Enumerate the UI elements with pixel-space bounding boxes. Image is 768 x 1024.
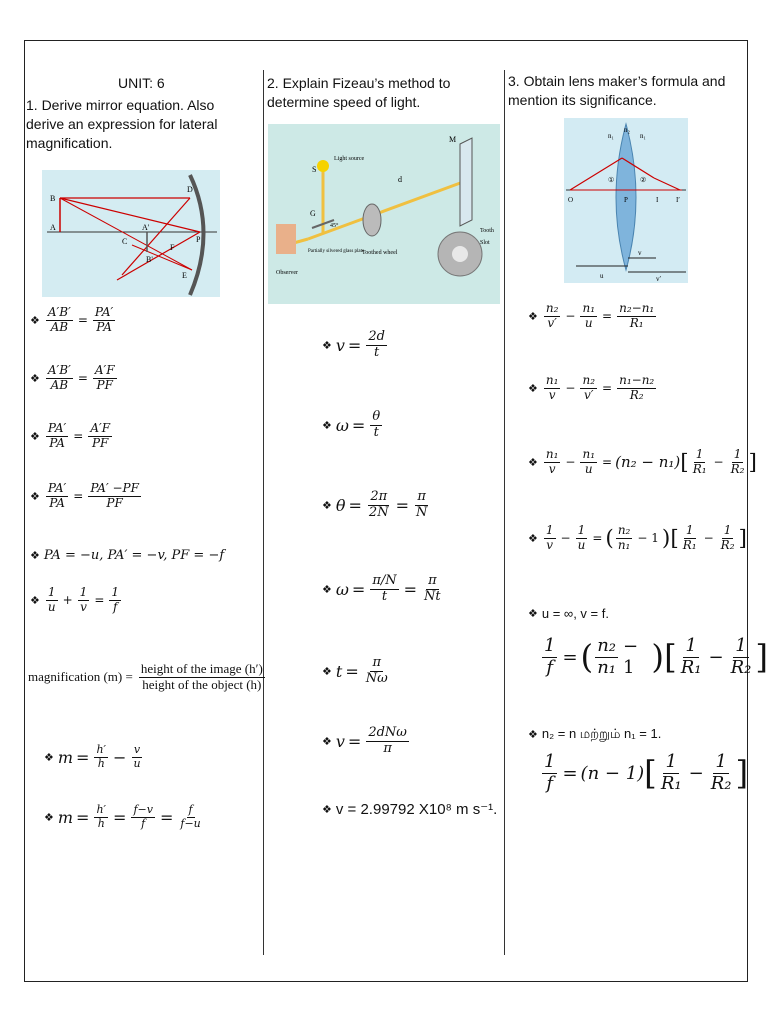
label-glass-plate: Partially silvered glass plate xyxy=(308,249,365,254)
label-s: S xyxy=(312,165,317,174)
lens-eq-2: ❖ $\frac{\text{n₁}}{v}$ − $\frac{\text{n₂}}{v'}$ = $\frac{\text{n₁−n₂}}{\text{R₂}}$ xyxy=(528,373,655,402)
label-b-prime: B' xyxy=(146,255,153,264)
question-1: 1. Derive mirror equation. Also derive an expression for lateral magnification. xyxy=(26,97,218,151)
fizeau-eq-1: ❖ v = $\frac{2d}{t}$ xyxy=(322,329,385,360)
magnification-eq-1: ❖ m = $\frac{h'}{h}$ − $\frac{v}{u}$ xyxy=(44,743,141,770)
label-n1-left: n₁ xyxy=(608,132,614,140)
fizeau-eq-4: ❖ ω = $\frac{\pi/N}{t}$ = $\frac{\pi}{Nt}$ xyxy=(322,573,441,604)
lens-condition-1: ❖ u = ∞, v = f. xyxy=(528,606,609,621)
label-p: P xyxy=(196,235,201,244)
lens-diagram xyxy=(564,118,688,283)
fizeau-eq-2: ❖ ω = $\frac{\theta}{t}$ xyxy=(322,409,381,440)
lens-makers-formula: $\frac{1}{f}$ = ( $\frac{\text{n₂}}{\text{n₁}}$ − 1 ) [ $\frac{1}{\text{R₁}}$ − $\frac{1}{\text{R₂}}$ ] xyxy=(544,635,768,679)
label-d: d xyxy=(398,175,402,184)
lens-formula-simplified: $\frac{1}{f}$ = (n − 1) [ $\frac{1}{\text{R₁}}$ − $\frac{1}{\text{R₂}}$ ] xyxy=(544,751,749,794)
label-d: D xyxy=(187,185,193,194)
mirror-equation: ❖ $\frac{1}{u}$ + $\frac{1}{v}$ = $\frac{1}{f}$ xyxy=(30,585,120,614)
magnification-definition: magnification (m) = $\frac{\text{height of the image (h′)}}{\text{height of the object (h)}}$ xyxy=(28,661,263,692)
unit-title: UNIT: 6 xyxy=(118,75,165,91)
lens-condition-2: ❖ n₂ = n மற்றும் n₁ = 1. xyxy=(528,726,662,741)
label-u: u xyxy=(600,272,604,280)
label-e: E xyxy=(182,271,187,280)
label-slot: Slot xyxy=(480,240,490,246)
label-g: G xyxy=(310,209,316,218)
fizeau-eq-6: ❖ v = $\frac{\text{2dNω}}{\pi}$ xyxy=(322,725,407,756)
fizeau-eq-5: ❖ t = $\frac{\pi}{N\omega}$ xyxy=(322,655,388,686)
label-c: C xyxy=(122,237,128,246)
column-divider xyxy=(263,70,264,955)
label-n1-right: n₁ xyxy=(640,132,646,140)
question-3: 3. Obtain lens maker’s formula and mention its significance. xyxy=(508,73,726,108)
lens-eq-4: ❖ $\frac{1}{v}$ − $\frac{1}{u}$ = ( $\frac{\text{n₂}}{\text{n₁}}$ − 1 ) [ $\frac{1}{\text{R₁}}$ − $\frac{1}{\text{R₂}}$ ] xyxy=(528,523,747,552)
fizeau-result: ❖ v = 2.99792 X10⁸ m s⁻¹. xyxy=(322,801,498,818)
label-surface-2: ② xyxy=(640,176,647,184)
mirror-eq-2: ❖ $\frac{A'B'}{AB}$ = $\frac{A'F}{PF}$ xyxy=(30,363,115,392)
label-toothed-wheel: Toothed wheel xyxy=(362,250,398,256)
mirror-diagram xyxy=(42,170,220,297)
lens-eq-3: ❖ $\frac{\text{n₁}}{v}$ − $\frac{\text{n₁}}{u}$ = (n₂ − n₁) [ $\frac{1}{\text{R₁}}$ − $\frac{1}{\text{R₂}}$ ] xyxy=(528,447,757,476)
label-observer: Observer xyxy=(276,270,298,276)
magnification-eq-2: ❖ m = $\frac{h'}{h}$ = $\frac{f-v}{f}$ = $\frac{f}{f-u}$ xyxy=(44,803,201,830)
mirror-eq-4: ❖ $\frac{PA'}{PA}$ = $\frac{PA' -PF}{PF}$ xyxy=(30,481,139,510)
label-o: O xyxy=(568,196,574,204)
question-2: 2. Explain Fizeau’s method to determine speed of light. xyxy=(267,75,451,110)
label-angle: 45° xyxy=(330,223,339,229)
fizeau-eq-3: ❖ θ = $\frac{2\pi}{2N}$ = $\frac{\pi}{N}$ xyxy=(322,489,428,520)
label-v-prime: v′ xyxy=(656,275,662,283)
label-b: B xyxy=(50,194,56,203)
label-v: v xyxy=(638,249,642,257)
fizeau-diagram xyxy=(268,124,500,304)
mirror-eq-3: ❖ $\frac{PA'}{PA}$ = $\frac{A'F}{PF}$ xyxy=(30,421,111,450)
label-light-source: Light source xyxy=(334,156,365,162)
label-i: I xyxy=(656,196,659,204)
label-a: A xyxy=(50,223,56,232)
sign-convention: ❖ PA = −u, PA′ = −v, PF = −f xyxy=(30,548,225,563)
label-surface-1: ① xyxy=(608,176,615,184)
label-a-prime: A' xyxy=(142,223,150,232)
label-tooth: Tooth xyxy=(480,228,494,234)
label-n2: n₂ xyxy=(624,126,630,134)
label-m: M xyxy=(449,135,457,144)
column-divider xyxy=(504,70,505,955)
mirror-eq-1: ❖ $\frac{A'B'}{AB}$ = $\frac{PA'}{PA}$ xyxy=(30,305,114,334)
label-i-prime: I′ xyxy=(676,196,680,204)
lens-eq-1: ❖ $\frac{\text{n₂}}{v'}$ − $\frac{\text{n₁}}{u}$ = $\frac{\text{n₂−n₁}}{\text{R₁}}$ xyxy=(528,301,655,330)
label-p: P xyxy=(624,196,628,204)
label-f: F xyxy=(170,243,175,252)
